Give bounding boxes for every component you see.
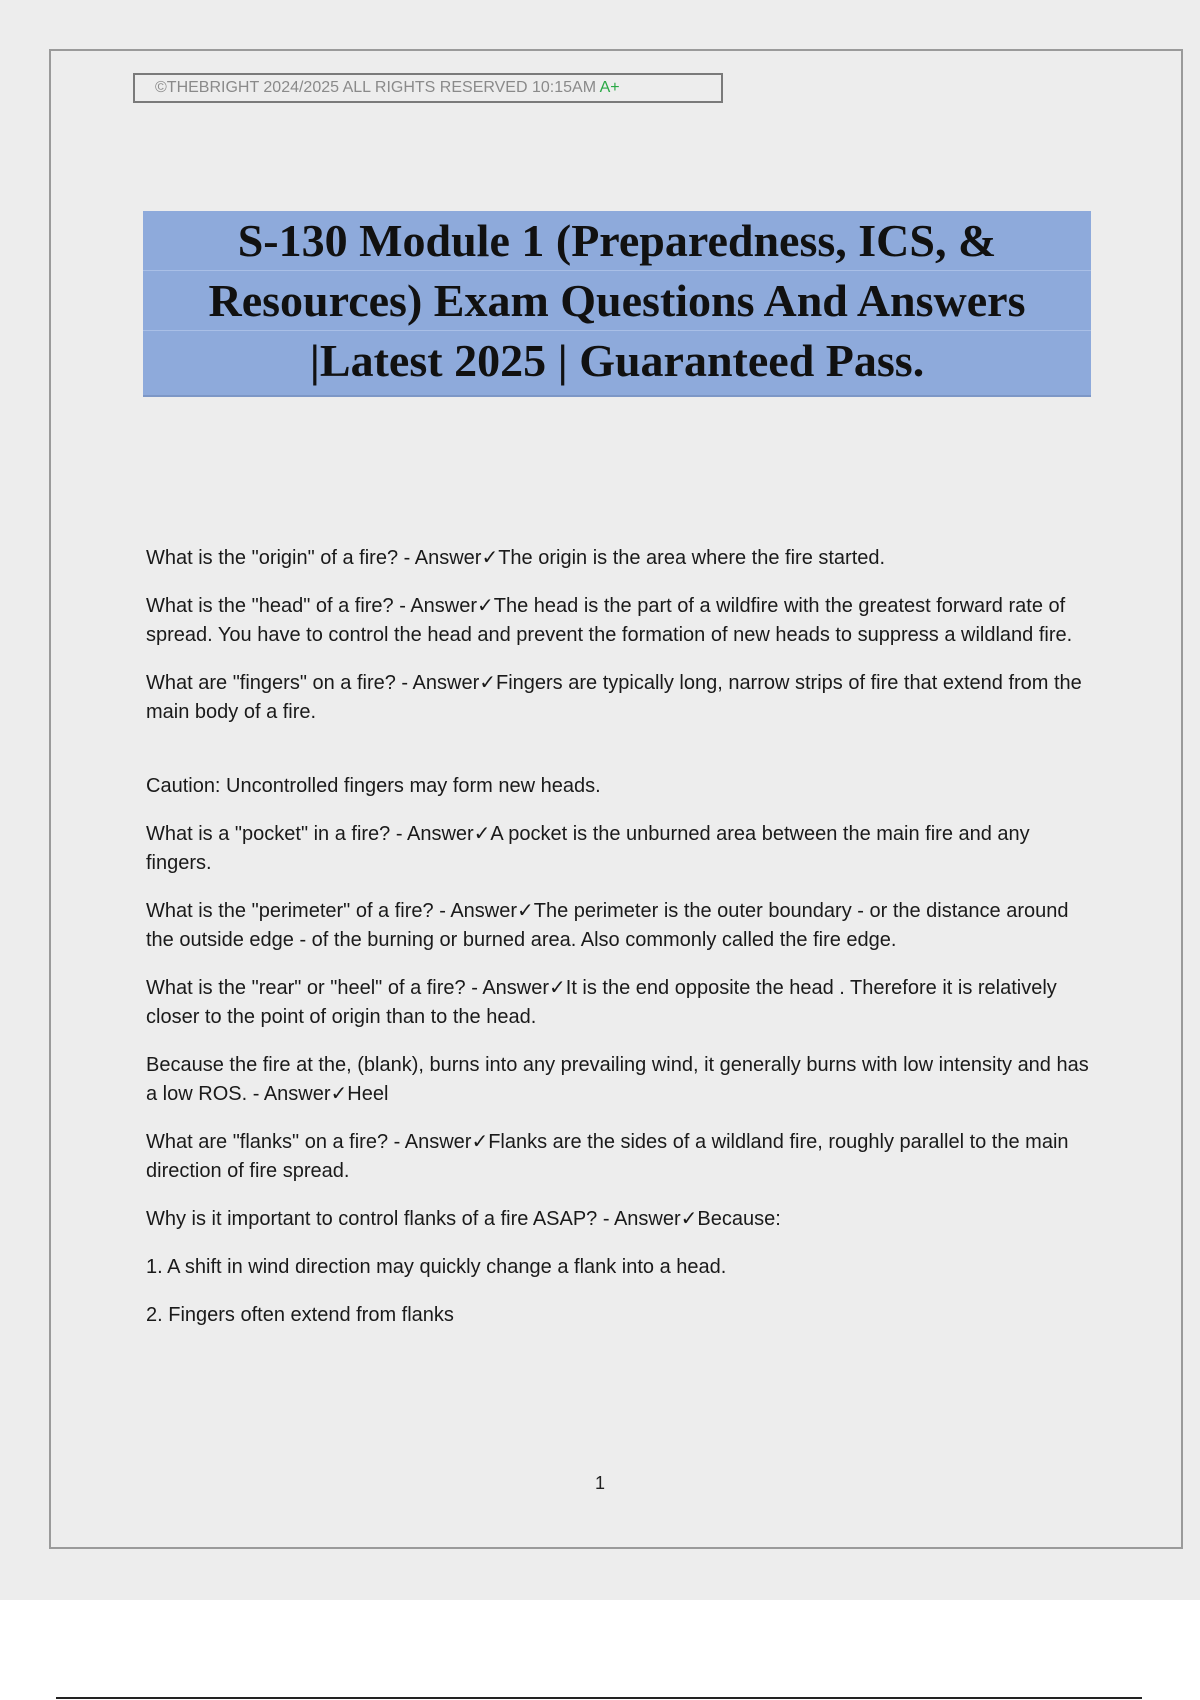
qa-flanks: What are "flanks" on a fire? - Answer✓Flanks are the sides of a wildland fire, roughly parallel to the main direction of fire spread. bbox=[146, 1131, 1069, 1182]
qa-head: What is the "head" of a fire? - Answer✓The head is the part of a wildfire with the greatest forward rate of spread. You have to control the head and prevent the formation of new heads to suppress a wildland fire. bbox=[146, 595, 1073, 646]
page-number: 1 bbox=[594, 1473, 605, 1493]
qa-pocket: What is a "pocket" in a fire? - Answer✓A pocket is the unburned area between the main fire and any fingers. bbox=[146, 823, 1030, 874]
title-line-3: |Latest 2025 | Guaranteed Pass. bbox=[309, 335, 925, 386]
qa-perimeter: What is the "perimeter" of a fire? - Answer✓The perimeter is the outer boundary - or the distance around the outside edge - of the burning or burned area. Also commonly called the fire edge. bbox=[146, 900, 1069, 951]
qa-fingers: What are "fingers" on a fire? - Answer✓Fingers are typically long, narrow strips of fire that extend from the main body of a fire. bbox=[146, 672, 1082, 723]
document-title bbox=[143, 211, 1091, 395]
title-line-2: Resources) Exam Questions And Answers bbox=[143, 271, 1091, 331]
bottom-divider bbox=[56, 1697, 1142, 1699]
list-item-2: 2. Fingers often extend from flanks bbox=[146, 1304, 454, 1326]
caution-note: Caution: Uncontrolled fingers may form new heads. bbox=[146, 775, 601, 797]
qa-rear-heel: What is the "rear" or "heel" of a fire? - Answer✓It is the end opposite the head . Therefore it is relatively closer to the point of origin than to the head. bbox=[146, 977, 1057, 1028]
qa-heel-blank: Because the fire at the, (blank), burns into any prevailing wind, it generally burns with low intensity and has a low ROS. - Answer✓Heel bbox=[146, 1054, 1089, 1105]
qa-control-flanks: Why is it important to control flanks of a fire ASAP? - Answer✓Because: bbox=[146, 1208, 781, 1230]
qa-content bbox=[146, 544, 1096, 1349]
list-item-1: 1. A shift in wind direction may quickly change a flank into a head. bbox=[146, 1256, 727, 1278]
copyright-text: ©THEBRIGHT 2024/2025 ALL RIGHTS RESERVED 10:15AM bbox=[155, 79, 597, 96]
copyright-banner bbox=[133, 73, 723, 103]
qa-origin: What is the "origin" of a fire? - Answer✓The origin is the area where the fire started. bbox=[146, 547, 886, 569]
title-line-1: S-130 Module 1 (Preparedness, ICS, & bbox=[143, 211, 1091, 271]
grade-badge: A+ bbox=[599, 79, 620, 96]
